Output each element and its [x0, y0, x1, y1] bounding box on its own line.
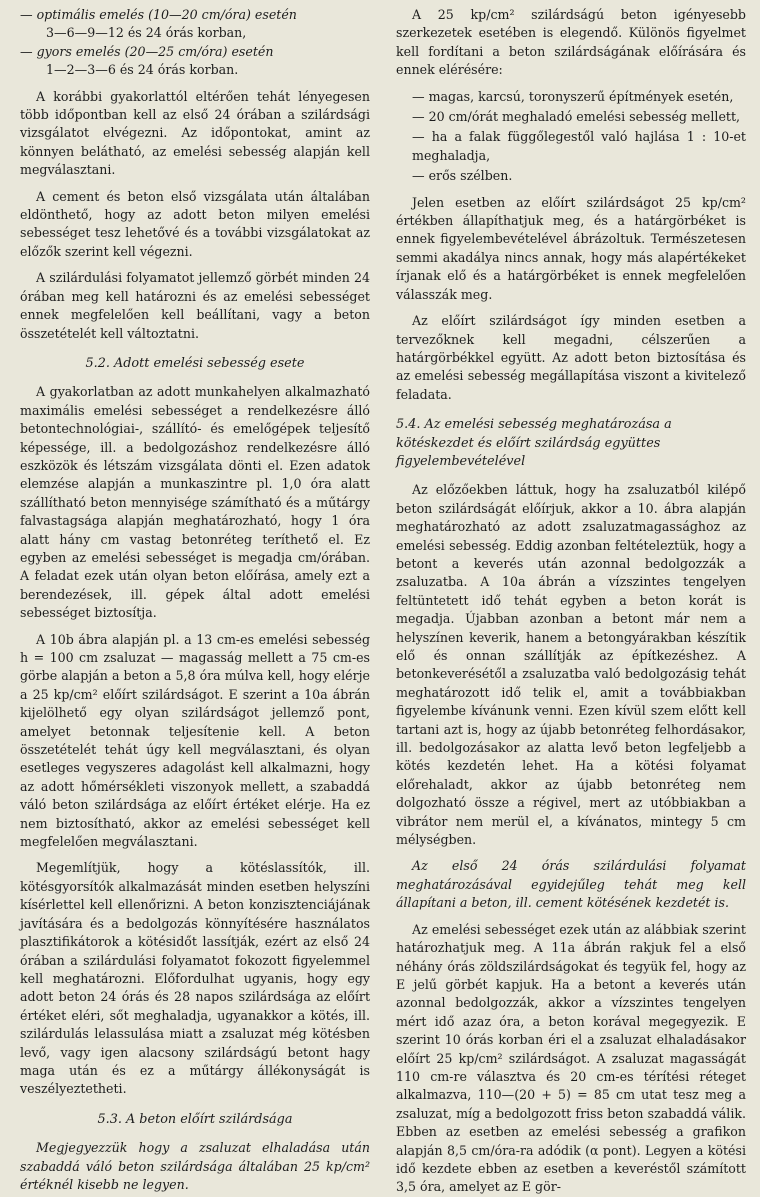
paragraph: Az előzőekben láttuk, hogy ha zsaluzatból kilépő beton szilárdságát előírjuk, akkor a 10. ábra alapján meghatározható az adott zsaluzatmagassághoz az emelési sebesség. Eddig azonban feltételeztük, hogy a betont a keverés után azonnal bedolgozzák a zsaluzatba. A 10a ábrán a vízszintes tengelyen feltüntetett idő tehát egyben a beton korát is megadja. Újabban azonban a betont már nem a helyszínen keverik, hanem a betongyárakban készítik elő és onnan szállítják az építkezéshez. A betonkeverésétől a zsaluzatba való bedolgozásig tehát meghatározott idő telik el, amit a továbbiakban figyelembe kívánunk venni. Ezen kívül szem előtt kell tartani azt is, hogy az újabb betonréteg felhordásakor, ill. bedolgozásakor az alatta levő beton legfeljebb a kötés kezdetén lehet. Ha a kötési folyamat előrehaladt, akkor az újabb betonréteg nem dolgozható össze a régivel, mert az utóbbiakban a vibrátor nem merül el, a kívánatos, mintegy 5 cm mélységben. — [396, 482, 746, 848]
section-heading: 5.4. Az emelési sebesség meghatározása a kötéskezdet és előírt szilárdság együttes figyelembevételével — [396, 417, 672, 469]
left-column — [20, 6, 370, 1192]
paragraph: Az első 24 órás szilárdulási folyamat meghatározásával egyidejűleg tehát meg kell állapítani a beton, ill. cement kötésének kezdetét is. — [396, 858, 746, 911]
list-item: — ha a falak függőlegestől való hajlása 1 : 10-et meghaladja, — [412, 129, 746, 163]
paragraph: Jelen esetben az előírt szilárdságot 25 kp/cm² értékben állapíthatjuk meg, és a határgörbéket is ennek figyelembevételével ábrázoltuk. Természetesen semmi akadálya nincs annak, hogy más alapértékeket írjanak elő és a határgörbéket is ennek megfelelően válasszák meg. — [396, 194, 746, 302]
list-item: — 20 cm/órát meghaladó emelési sebesség mellett, — [412, 109, 741, 125]
paragraph: Az előírt szilárdságot így minden esetben a tervezőknek kell megadni, célszerűen a határgörbékkel együtt. Az adott beton biztosítása és az emelési sebesség megállapítása viszont a kivitelező feladata. — [396, 313, 746, 402]
paragraph: A gyakorlatban az adott munkahelyen alkalmazható maximális emelési sebességet a rendelkezésre álló betontechnológiai-, szállító- és emelőgépek teljesítő képessége, ill. a bedolgozáshoz rendelkezésre álló eszközök és létszám vizsgálata dönti el. Ezen adatok elemzése alapján a munkaszintre pl. 1,0 óra alatt szállítható beton mennyisége számítható és a műtárgy falvastagsága alapján meghatározható, hogy 1 óra alatt hány cm vastag betonréteg teríthető el. Ez egyben az emelési sebességet is megadja cm/órában. A feladat ezek után olyan beton előírása, amely ezt a berendezések, ill. gépek által adott emelési sebességet biztosítja. — [20, 384, 370, 621]
paragraph: — optimális emelés (10—20 cm/óra) esetén — [20, 7, 297, 22]
paragraph: 3—6—9—12 és 24 órás korban, — [46, 25, 247, 41]
paragraph: A 10b ábra alapján pl. a 13 cm-es emelési sebesség h = 100 cm zsaluzat — magasság mellett a 75 cm-es görbe alapján a beton a 5,8 óra múlva kell, hogy elérje a 25 kp/cm² előírt szilárdságot. E szerint a 10a ábrán kijelölhető egy olyan szilárdságot jellemző pont, amelyet betonnak teljesítenie kell. A beton összetételét tehát úgy kell megválasztani, és olyan esetleges vegyszeres adagolást kell alkalmazni, hogy az adott hőmérsékleti viszonyok mellett, a szabaddá váló beton szilárdsága az előírt értéket elérje. Ha ez nem biztosítható, akkor az emelési sebességet kell megfelelően megválasztani. — [20, 631, 370, 850]
paragraph: Megjegyezzük hogy a zsaluzat elhaladása után szabaddá váló beton szilárdsága általában 25 kp/cm² értéknél kisebb ne legyen. — [20, 1140, 370, 1192]
paragraph: A 25 kp/cm² szilárdságú beton igényesebb szerkezetek esetében is elegendő. Különös figyelmet kell fordítani a beton szilárdságának előírására és ennek elérésére: — [396, 7, 746, 78]
list-item: — erős szélben. — [412, 168, 513, 184]
paragraph: A korábbi gyakorlattól eltérően tehát lényegesen több időpontban kell az első 24 órában a szilárdsági vizsgálatot elvégezni. Az időpontokat, amint az könnyen belátható, az emelési sebesség alapján kell megválasztani. — [20, 88, 370, 178]
right-column — [396, 6, 746, 1195]
list-item: — magas, karcsú, toronyszerű építmények esetén, — [412, 88, 734, 104]
paragraph: A cement és beton első vizsgálata után általában eldönthető, hogy az adott beton milyen emelési sebességet tesz lehetővé és a további vizsgálatokat az előzők szerint kell végezni. — [20, 188, 370, 259]
section-heading: 5.2. Adott emelési sebesség esete — [85, 355, 305, 371]
section-heading: 5.3. A beton előírt szilárdsága — [97, 1111, 293, 1127]
paragraph: A szilárdulási folyamatot jellemző görbét minden 24 órában meg kell határozni és az emelési sebességet ennek megfelelően kell beállítani, vagy a beton összetételét kell változtatni. — [20, 270, 370, 341]
paragraph: — gyors emelés (20—25 cm/óra) esetén — [20, 43, 274, 59]
paragraph: Megemlítjük, hogy a kötéslassítók, ill. kötésgyorsítók alkalmazását minden esetben helyszíni kísérlettel kell ellenőrizni. A beton konzisztenciájának javítására és a bedolgozás könnyítésére használatos plasztifikátorok a kötésidőt lassítják, ezért az első 24 órában a szilárdulási folyamatot fokozott figyelemmel kell meghatározni. Előfordulhat ugyanis, hogy egy adott beton 24 órás és 28 napos szilárdsága az előírt értéket eléri, sőt meghaladja, ugyanakkor a kötés, ill. szilárdulás lelassulása miatt a zsaluzat még kötésben levő, vagy igen alacsony szilárdságú betont hagy maga után és ez a műtárgy állékonyságát is veszélyeztetheti. — [20, 860, 370, 1097]
paragraph: 1—2—3—6 és 24 órás korban. — [46, 62, 239, 78]
paragraph: Az emelési sebességet ezek után az alábbiak szerint határozhatjuk meg. A 11a ábrán rakjuk fel a első néhány órás zöldszilárdságokat és tegyük fel, hogy az E jelű görbét kapjuk. Ha a betont a keverés után azonnal bedolgozzák, akkor a vízszintes tengelyen mért idő azaz óra, a beton korával megegyezik. E szerint 10 órás korban éri el a zsaluzat elhaladásakor előírt 25 kp/cm² szilárdságot. A zsaluzat magasságát 110 cm-re választva és 20 cm-es térítési réteget alkalmazva, 110—(20 + 5) = 85 cm utat tesz meg a zsaluzat, míg a bedolgozott friss beton szabaddá válik. Ebben az esetben az emelési sebesség a grafikon alapján 8,5 cm/óra-ra adódik (α pont). Legyen a kötési idő kezdete ebben az esetben a keveréstől számított 3,5 óra, amelyet az E gör- — [396, 921, 746, 1195]
